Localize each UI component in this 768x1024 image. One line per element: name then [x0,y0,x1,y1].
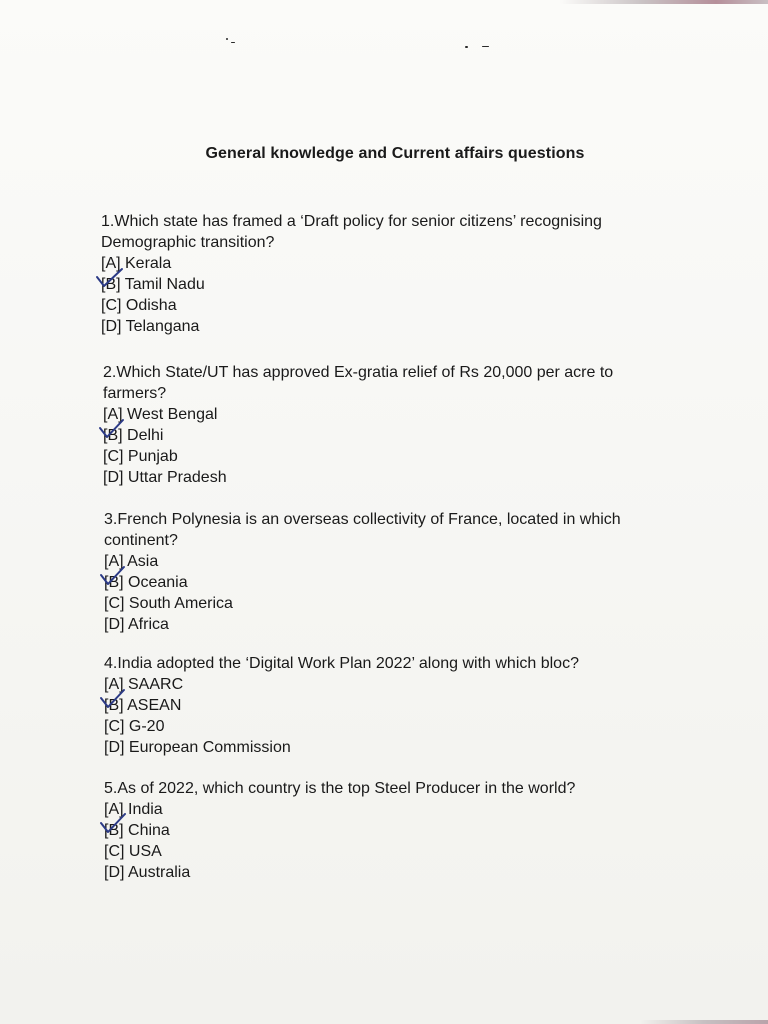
page-edge-shadow-bottom [640,1020,768,1024]
question-4 [104,653,684,758]
option-d: [D] Australia [104,864,191,881]
question-1 [101,211,661,337]
option-b [104,572,664,593]
question-5 [104,778,684,883]
scan-speck [482,46,489,47]
document-title: General knowledge and Current affairs questions [205,145,585,162]
option-a: [A] SAARC [104,676,184,693]
question-2 [103,362,663,488]
option-b [104,695,684,716]
question-text: 4.India adopted the ‘Digital Work Plan 2022’ along with which bloc? [104,655,579,672]
option-c: [C] Punjab [103,448,178,465]
page-edge-shadow-top [560,0,768,4]
scan-speck [231,42,235,43]
option-a: [A] India [104,801,163,818]
question-text: 5.As of 2022, which country is the top Steel Producer in the world? [104,780,576,797]
option-label: [B] Tamil Nadu [101,276,205,293]
question-3 [104,509,664,635]
option-label: [B] ASEAN [104,697,182,714]
option-c: [C] Odisha [101,297,177,314]
scan-speck [226,38,228,40]
option-c: [C] South America [104,595,233,612]
option-b [103,425,663,446]
question-text: 2.Which State/UT has approved Ex-gratia relief of Rs 20,000 per acre to farmers? [103,364,614,402]
question-text: 3.French Polynesia is an overseas collectivity of France, located in which continent? [104,511,621,549]
option-d: [D] Uttar Pradesh [103,469,227,486]
option-d: [D] Africa [104,616,169,633]
option-label: [B] Oceania [104,574,188,591]
option-label: [B] China [104,822,170,839]
option-a: [A] Asia [104,553,159,570]
question-text: 1.Which state has framed a ‘Draft policy for senior citizens’ recognising Demographic transition? [101,213,602,251]
option-a: [A] West Bengal [103,406,218,423]
option-d: [D] Telangana [101,318,200,335]
option-a: [A] Kerala [101,255,172,272]
option-label: [B] Delhi [103,427,164,444]
scan-speck [465,46,468,48]
option-b [101,274,661,295]
option-b [104,820,684,841]
option-d: [D] European Commission [104,739,291,756]
option-c: [C] G-20 [104,718,165,735]
option-c: [C] USA [104,843,162,860]
